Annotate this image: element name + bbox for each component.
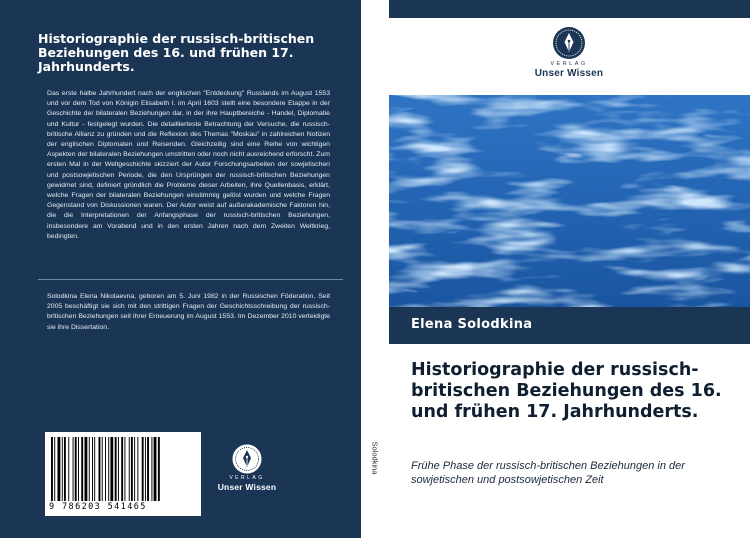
water-surface-graphic [389, 95, 750, 307]
back-cover-title: Historiographie der russisch-britischen Beziehungen des 16. und frühen 17. Jahrhunderts. [38, 31, 315, 74]
spine [361, 0, 389, 538]
back-publisher-logo [205, 444, 289, 504]
back-cover-blurb: Das erste halbe Jahrhundert nach der englischen "Entdeckung" Russlands im August 1553 und vor dem Tod von Königin Elisabeth I. im April 1603 stellt eine besondere Etappe in der Geschichte der bilateralen Beziehungen dar, in der ihre Hauptbereiche - Handel, Diplomatie und Kultur - festgelegt wurden. Die detaillierteste Betrachtung der Versuche, die russisch-britische Allianz zu gründen und die Reflexion des Themas "Moskau" in zahlreichen Notizen der englischen Diplomaten und Reisenden. Gleichzeitig sind eine Reihe von wichtigen Aspekten der bilateralen Beziehungen umstritten oder noch nicht ausreichend erforscht. Zum ersten Mal in der Weltgeschichte skizziert der Autor Forschungsarbeiten der sowjetischen und postsowjetischen Periode, die den Ursprüngen der russisch-britischen Beziehungen gewidmet sind, definiert gründlich die Probleme dieser Arbeiten, ihre Quellenbasis, erklärt, welche Fragen der bilateralen Beziehungen einstimmig gelöst wurden und welche Fragen Gegenstand von Diskussionen waren. Der Autor weist auf außerakademische Faktoren hin, die die Interpretationen der Anfangsphase der russisch-britischen Beziehungen, insbesondere am Vorabend und in den ersten Jahren nach dem Zweiten Weltkrieg, bedingten. [47, 90, 330, 240]
front-author-name: Elena Solodkina [411, 317, 533, 332]
pen-nib-logo-icon [232, 444, 262, 474]
front-top-bar [389, 0, 750, 18]
barcode [45, 432, 201, 516]
pen-nib-logo-icon [552, 26, 586, 60]
author-bar [389, 307, 750, 344]
logo-verlag-text: VERLAG [229, 475, 265, 481]
front-publisher-logo [519, 26, 619, 82]
back-cover-divider [38, 279, 343, 280]
isbn-digits: 9 786203 541465 [49, 502, 147, 512]
cover-water-image [389, 95, 750, 307]
front-cover [389, 0, 750, 538]
barcode-bars [49, 437, 197, 501]
logo-publisher-name: Unser Wissen [534, 68, 604, 79]
logo-verlag-text: VERLAG [550, 61, 588, 67]
author-bio: Solodkina Elena Nikolaevna, geboren am 5. Juni 1982 in der Russischen Föderation. Seit 2005 beschäftigt sie sich mit den strittigen Fragen der Geschichtsschreibung der russisch-britischen Beziehungen seit ihrer Erneuerung im August 1553. Im Dezember 2010 verteidigte sie ihre Dissertation. [47, 293, 330, 331]
spine-author: Solodkina [370, 441, 380, 475]
front-cover-subtitle: Frühe Phase der russisch-britischen Beziehungen in der sowjetischen und postsowjetischen Zeit [411, 460, 685, 486]
logo-publisher-name: Unser Wissen [217, 482, 277, 492]
front-cover-title: Historiographie der russisch-britischen Beziehungen des 16. und frühen 17. Jahrhunderts. [411, 360, 722, 422]
back-cover [0, 0, 361, 538]
